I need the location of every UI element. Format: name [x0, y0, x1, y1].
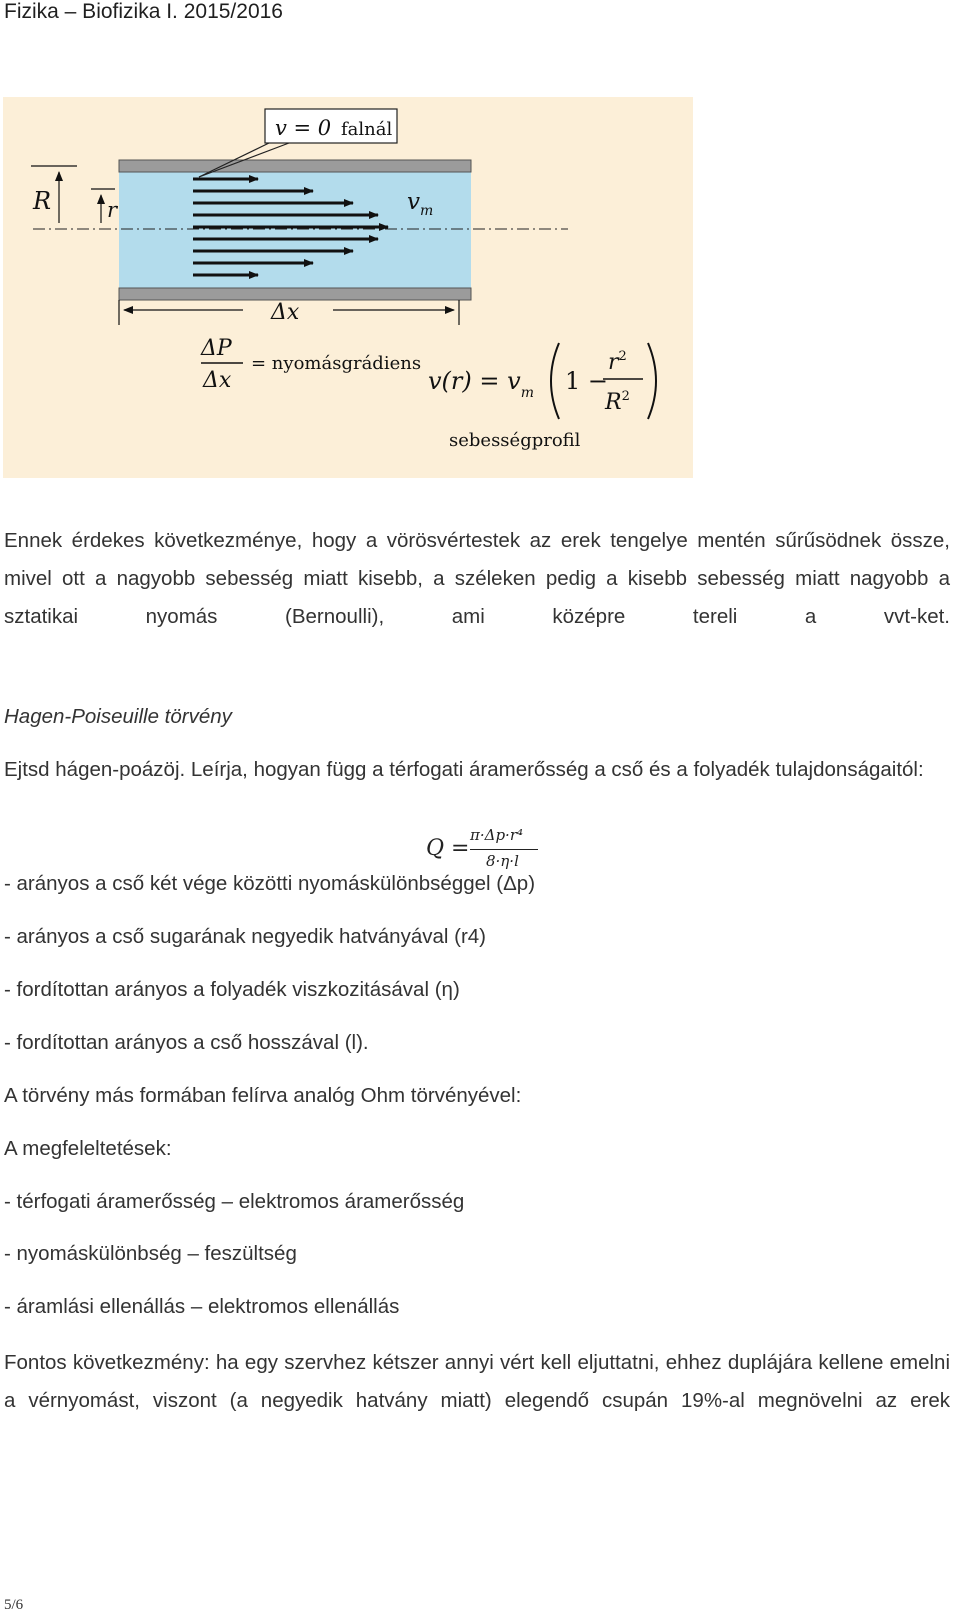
- mapping-title: A megfeleltetések:: [4, 1137, 172, 1160]
- list-item: - nyomáskülönbség – feszültség: [4, 1242, 297, 1265]
- list-item: - áramlási ellenállás – elektromos ellenállás: [4, 1295, 400, 1318]
- section-title: Hagen-Poiseuille törvény: [4, 705, 232, 728]
- profile-denominator: $R^2$: [605, 389, 630, 415]
- ohm-analogy-line: A törvény más formában felírva analóg Ohm törvényével:: [4, 1084, 522, 1107]
- hagen-poiseuille-formula: [426, 826, 546, 874]
- consequence-paragraph: Ennek érdekes következménye, hogy a vörösvértestek az erek tengelye mentén sűrűsödnek össze, mivel ott a nagyobb sebesség miatt kisebb, a széleken pedig a kisebb sebesség miatt nagyobb a sztatikai nyomás (Bernoulli), ami középre tereli a vvt-ket.: [4, 529, 950, 628]
- gradient-denominator: Δx: [203, 368, 232, 393]
- page-number: 5/6: [4, 1597, 24, 1613]
- list-item: - fordítottan arányos a cső hosszával (l).: [4, 1031, 369, 1054]
- intro-line: Ejtsd hágen-poázöj. Leírja, hogyan függ a térfogati áramerősség a cső és a folyadék tulajdonságaitól:: [4, 758, 924, 781]
- formula-numerator: π·Δp·r⁴: [470, 826, 524, 844]
- R-label: R: [33, 187, 52, 215]
- important-consequence-paragraph: Fontos következmény: ha egy szervhez kétszer annyi vért kell eljuttatni, ehhez duplájára kellene emelni a vérnyomást, viszont (a negyedik hatvány miatt) elegendő csupán 19%-al megnövelni az erek: [4, 1351, 950, 1412]
- poiseuille-flow-figure: [3, 97, 693, 478]
- profile-numerator: $r^2$: [608, 349, 627, 375]
- list-item: - arányos a cső két vége közötti nyomáskülönbséggel (Δp): [4, 872, 536, 895]
- list-item: - fordítottan arányos a folyadék viszkozitásával (η): [4, 978, 460, 1001]
- wall-velocity-label: v = 0: [275, 116, 332, 140]
- r-label: r: [107, 198, 118, 222]
- list-item: - arányos a cső sugarának negyedik hatványával (r4): [4, 925, 487, 948]
- formula-denominator: 8·η·l: [486, 852, 519, 870]
- dx-label: Δx: [271, 300, 300, 325]
- document-header: Fizika – Biofizika I. 2015/2016: [4, 0, 283, 23]
- fraction-bar: [470, 849, 538, 850]
- gradient-numerator: ΔP: [201, 336, 232, 361]
- vm-label: $v_m$: [407, 189, 434, 219]
- list-item: - térfogati áramerősség – elektromos áramerősség: [4, 1190, 465, 1213]
- formula-lhs: Q =: [426, 836, 470, 861]
- top-wall: [119, 160, 471, 172]
- gradient-text: = nyomásgrádiens: [251, 353, 422, 374]
- profile-one: 1 −: [565, 367, 609, 395]
- wall-label: falnál: [341, 119, 393, 140]
- figure-caption: sebességprofil: [449, 430, 581, 451]
- profile-lhs: $v(r) = v_m$: [428, 367, 534, 401]
- bottom-wall: [119, 288, 471, 300]
